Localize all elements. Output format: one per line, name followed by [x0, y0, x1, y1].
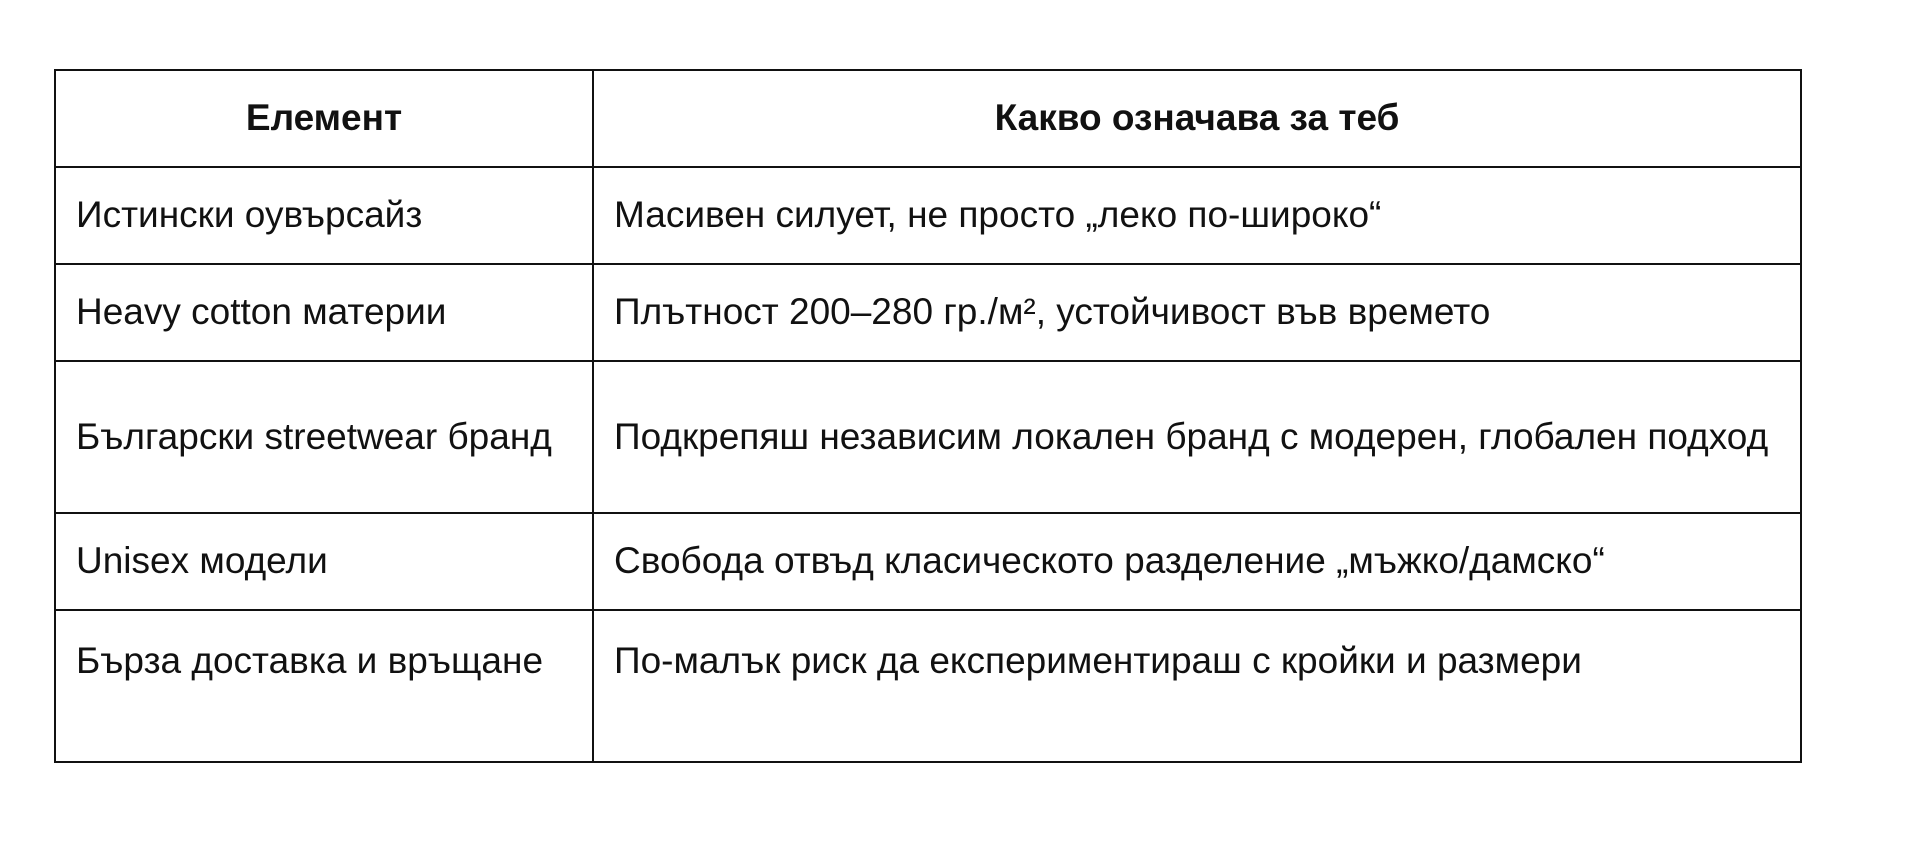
table-cell-meaning: Подкрепяш независим локален бранд с модерен, глобален подход [593, 361, 1801, 513]
table-cell-meaning: По-малък риск да експериментираш с кройки и размери [593, 610, 1801, 762]
table-cell-element: Heavy cotton материи [55, 264, 593, 361]
table-header [55, 70, 1801, 167]
table-header-row [55, 70, 1801, 167]
table-row [55, 167, 1801, 264]
table-row [55, 264, 1801, 361]
table-body [55, 167, 1801, 762]
column-header-meaning: Какво означава за теб [593, 70, 1801, 167]
table-row [55, 610, 1801, 762]
table-cell-meaning: Плътност 200–280 гр./м², устойчивост във времето [593, 264, 1801, 361]
column-header-element: Елемент [55, 70, 593, 167]
table-row [55, 513, 1801, 610]
table-cell-element: Бърза доставка и връщане [55, 610, 593, 762]
table-cell-element: Unisex модели [55, 513, 593, 610]
table-cell-meaning: Свобода отвъд класическото разделение „мъжко/дамско“ [593, 513, 1801, 610]
table-cell-meaning: Масивен силует, не просто „леко по-широко“ [593, 167, 1801, 264]
table-cell-element: Български streetwear бранд [55, 361, 593, 513]
table-cell-element: Истински оувърсайз [55, 167, 593, 264]
table-row [55, 361, 1801, 513]
comparison-table [54, 69, 1802, 763]
